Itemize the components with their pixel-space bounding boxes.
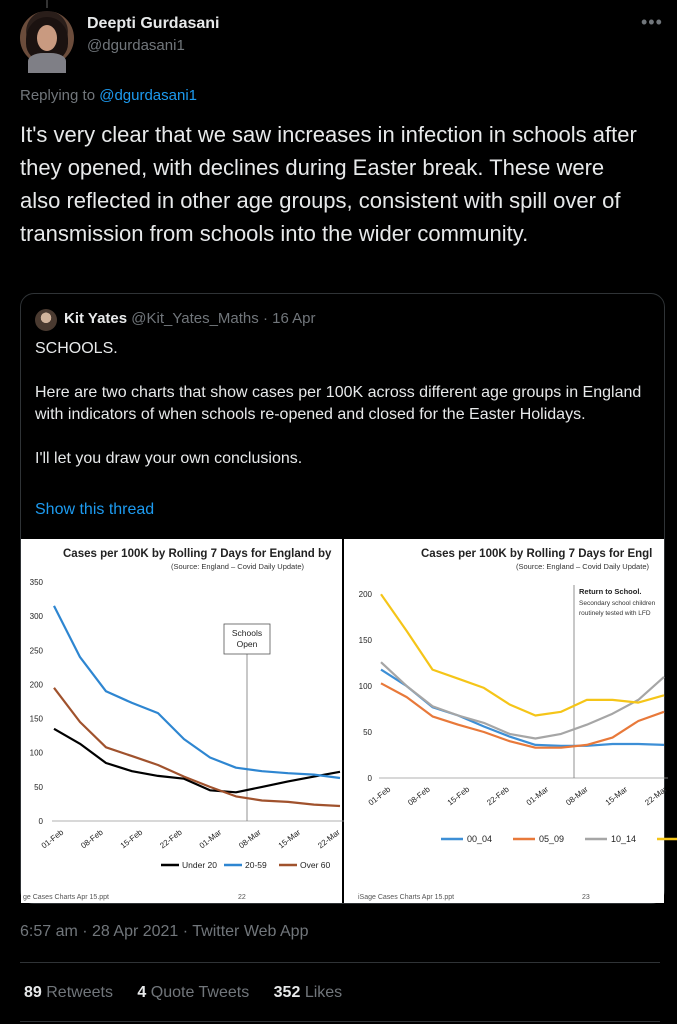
chart-1-subtitle: (Source: England – Covid Daily Update) (171, 562, 304, 571)
author-handle[interactable]: @dgurdasani1 (87, 37, 185, 54)
chart-1-xtick: 01-Feb (39, 827, 66, 851)
chart-1-footer-left: ge Cases Charts Apr 15.ppt (23, 894, 109, 901)
chart-2-ytick: 200 (358, 590, 372, 600)
chart-1-xtick: 22-Feb (158, 827, 184, 851)
chart-1-series-line-2 (54, 688, 340, 806)
chart-1-ytick: 100 (29, 748, 43, 758)
chart-1-xtick: 15-Feb (118, 827, 145, 851)
chart-1-annotation-text: Open (236, 639, 258, 649)
chart-2-ytick: 150 (358, 636, 372, 646)
chart-1-title: Cases per 100K by Rolling 7 Days for England by (63, 548, 332, 560)
quote-text (35, 338, 655, 492)
quote-label: Quote Tweets (150, 984, 250, 1001)
chart-1-xtick: 15-Mar (276, 827, 303, 851)
chart-2-title: Cases per 100K by Rolling 7 Days for Engl (421, 548, 653, 560)
chart-2-xtick: 22-Mar (643, 784, 669, 808)
chart-1-ytick: 0 (38, 817, 43, 826)
chart-2-legend-label: 00_04 (467, 834, 493, 844)
chart-1-xtick: 08-Feb (79, 827, 105, 851)
replying-to (20, 87, 197, 104)
quoted-tweet[interactable] (20, 293, 669, 904)
quote-tweets-stat[interactable] (137, 984, 249, 1001)
divider (20, 962, 660, 963)
author-avatar[interactable] (20, 11, 74, 65)
quote-date[interactable]: · 16 Apr (262, 310, 316, 327)
chart-1-ytick: 200 (29, 680, 43, 690)
chart-1-xtick: 08-Mar (237, 827, 263, 851)
chart-1-ytick: 300 (29, 612, 43, 622)
chart-2-legend-label: 10_14 (611, 834, 637, 844)
chart-1-legend-label: 20-59 (245, 860, 267, 870)
author-name[interactable]: Deepti Gurdasani (87, 15, 220, 32)
chart-2-footer-page: 23 (582, 894, 590, 901)
replying-prefix: Replying to (20, 87, 96, 104)
quote-count: 4 (137, 984, 147, 1001)
chart-2-xtick: 01-Mar (524, 784, 551, 808)
chart-1-ytick: 250 (29, 646, 43, 656)
chart-1-ytick: 350 (29, 578, 43, 587)
chart-1-annotation-text: Schools (231, 628, 263, 638)
chart-2-ytick: 100 (358, 682, 372, 692)
chart-1 (21, 539, 342, 903)
chart-2-annotation-title: Return to School. (579, 587, 642, 596)
quote-author-avatar[interactable] (35, 309, 57, 331)
chart-1-ytick: 150 (29, 714, 43, 724)
quote-author-handle[interactable]: @Kit_Yates_Maths (131, 310, 259, 327)
chart-2-series-line-1 (381, 683, 664, 747)
chart-1-xtick: 01-Mar (197, 827, 224, 851)
chart-2-subtitle: (Source: England – Covid Daily Update) (516, 562, 649, 571)
chart-1-legend-label: Over 60 (300, 860, 331, 870)
chart-2-footer-left: iSage Cases Charts Apr 15.ppt (358, 894, 455, 901)
chart-2-legend-label: 05_09 (539, 834, 565, 844)
tweet-timestamp[interactable]: 6:57 am · 28 Apr 2021 · Twitter Web App (20, 923, 309, 940)
chart-1-series-line-1 (54, 606, 340, 778)
tweet-text: It's very clear that we saw increases in infection in schools after they opened, with declines during Easter break. These were also reflected in other age groups, consistent with spill over of transmission from schools into the wider community. (20, 122, 637, 246)
quote-para-2: Here are two charts that show cases per 100K across different age groups in England with indicators of when schools re-opened and closed for the Easter Holidays. (35, 384, 642, 423)
replying-handle-link[interactable]: @dgurdasani1 (99, 87, 198, 104)
chart-1-ytick: 50 (34, 782, 43, 792)
quote-header (64, 310, 315, 327)
likes-count: 352 (273, 984, 301, 1001)
quote-para-1: SCHOOLS. (35, 340, 118, 357)
chart-2-xtick: 01-Feb (366, 784, 393, 808)
chart-2-xtick: 08-Feb (406, 784, 432, 808)
engagement-stats (24, 984, 362, 1002)
chart-1-legend-label: Under 20 (182, 860, 217, 870)
quote-para-3: I'll let you draw your own conclusions. (35, 450, 303, 467)
chart-1-footer-page: 22 (238, 894, 246, 901)
chart-2-xtick: 22-Feb (485, 784, 511, 808)
chart-1-xtick: 22-Mar (316, 827, 342, 851)
chart-2-ytick: 0 (367, 774, 372, 783)
retweets-label: Retweets (46, 984, 113, 1001)
thread-connector-line (46, 0, 48, 8)
chart-image-1[interactable] (21, 539, 342, 903)
chart-2-xtick: 15-Feb (445, 784, 472, 808)
chart-2-xtick: 08-Mar (564, 784, 590, 808)
chart-2-ytick: 50 (363, 728, 372, 738)
retweets-count: 89 (24, 984, 42, 1001)
chart-2-annotation-text: Secondary school children (579, 600, 656, 607)
retweets-stat[interactable] (24, 984, 113, 1001)
chart-image-2[interactable] (344, 539, 669, 903)
likes-label: Likes (304, 984, 343, 1001)
chart-2 (344, 539, 669, 903)
chart-2-annotation-text: routinely tested with LFD (579, 610, 651, 617)
likes-stat[interactable] (274, 984, 343, 1001)
show-thread-link[interactable]: Show this thread (35, 501, 155, 518)
more-icon[interactable]: ••• (641, 12, 663, 32)
chart-2-xtick: 15-Mar (603, 784, 630, 808)
quote-author-name[interactable]: Kit Yates (64, 310, 128, 327)
divider (20, 1021, 660, 1022)
